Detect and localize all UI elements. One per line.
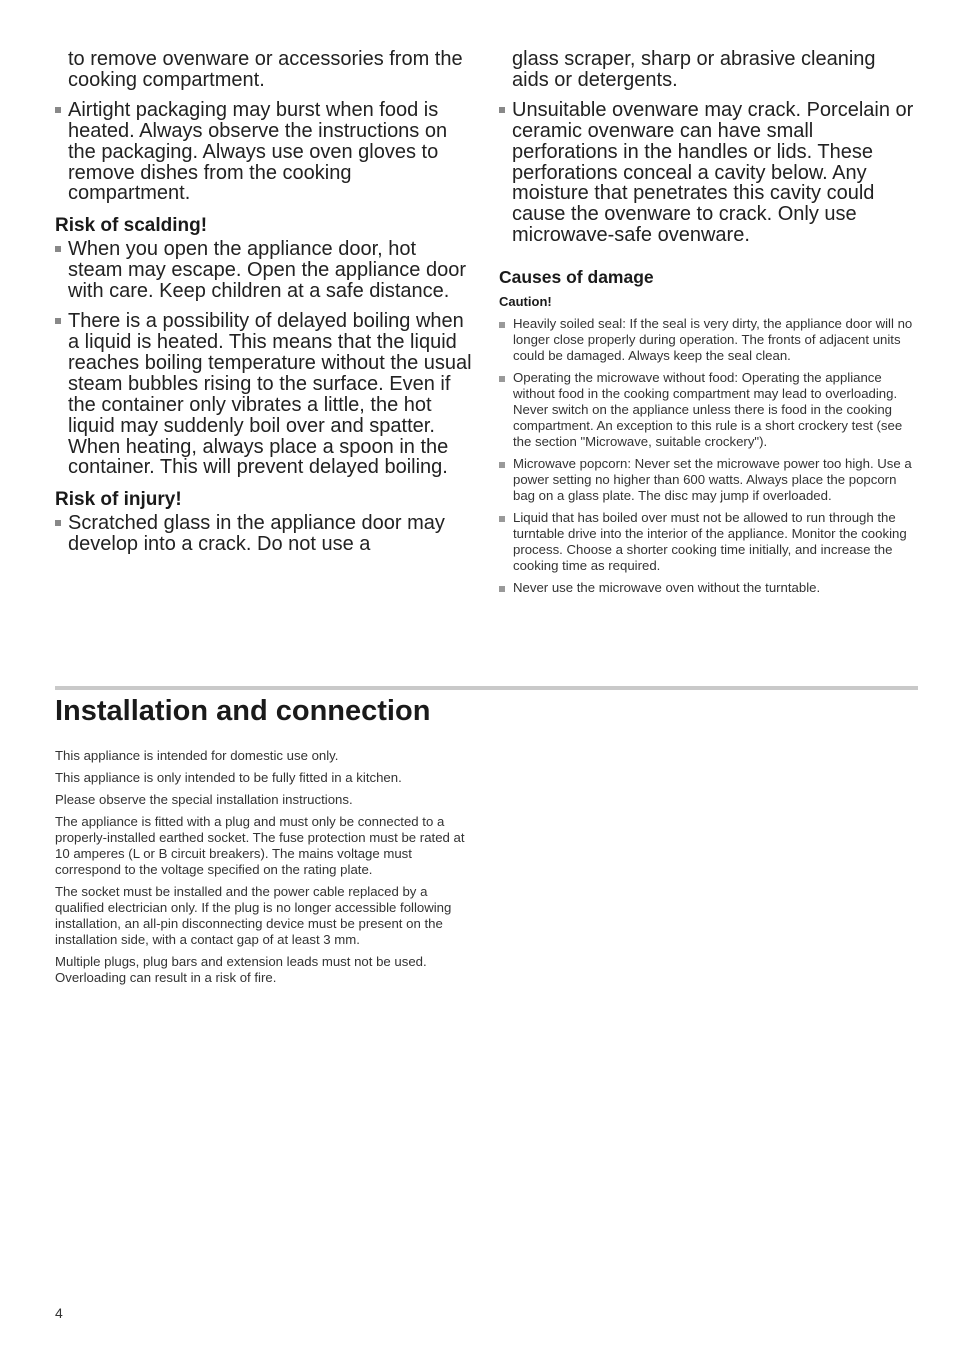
paragraph: Please observe the special installation instructions. <box>55 792 353 807</box>
bullet-list <box>499 100 917 246</box>
list-item: Unsuitable ovenware may crack. Porcelain or ceramic ovenware can have small perforations in the handles or lids. These perforations conceal a cavity below. Any moisture that penetrates this cavity could cause the ovenware to crack. Only use microwave-safe ovenware. <box>499 100 917 246</box>
risk-of-injury-heading: Risk of injury! <box>55 489 182 511</box>
list-item: Microwave popcorn: Never set the microwave power too high. Use a power setting no higher than 600 watts. Always place the popcorn bag on a glass plate. The disc may jump if overloaded. <box>499 456 917 504</box>
paragraph: The appliance is fitted with a plug and must only be connected to a properly-installed earthed socket. The fuse protection must be rated at 10 amperes (L or B circuit breakers). The mains voltage must correspond to the voltage specified on the rating plate. <box>55 814 465 877</box>
list-item: Never use the microwave oven without the turntable. <box>499 580 917 596</box>
paragraph: Multiple plugs, plug bars and extension leads must not be used. Overloading can result in a risk of fire. <box>55 954 427 985</box>
caution-label: Caution! <box>499 294 552 310</box>
damage-bullet-list <box>499 316 917 596</box>
continued-text: to remove ovenware or accessories from the cooking compartment. <box>68 48 463 91</box>
paragraph: This appliance is intended for domestic use only. <box>55 748 339 763</box>
section-title: Installation and connection <box>55 695 431 727</box>
causes-of-damage-heading: Causes of damage <box>499 267 654 288</box>
bullet-list <box>55 100 473 205</box>
paragraph: This appliance is only intended to be fully fitted in a kitchen. <box>55 770 402 785</box>
right-column <box>499 49 917 596</box>
left-column <box>55 49 473 555</box>
list-item: When you open the appliance door, hot steam may escape. Open the appliance door with care. Keep children at a safe distance. <box>55 239 473 302</box>
list-item: Airtight packaging may burst when food is heated. Always observe the instructions on the packaging. Always use oven gloves to remove dishes from the cooking compartment. <box>55 100 473 205</box>
continued-text: glass scraper, sharp or abrasive cleaning aids or detergents. <box>512 48 876 91</box>
section-divider <box>55 686 918 690</box>
list-item: Scratched glass in the appliance door may develop into a crack. Do not use a <box>55 513 473 555</box>
list-item: There is a possibility of delayed boiling when a liquid is heated. This means that the liquid reaches boiling temperature without the usual steam bubbles rising to the surface. Even if the container only vibrates a little, the hot liquid may suddenly boil over and spatter. When heating, always place a spoon in the container. This will prevent delayed boiling. <box>55 311 473 478</box>
scalding-bullet-list <box>55 239 473 478</box>
injury-bullet-list <box>55 513 473 555</box>
list-item: Heavily soiled seal: If the seal is very dirty, the appliance door will no longer close properly during operation. The fronts of adjacent units could be damaged. Always keep the seal clean. <box>499 316 917 364</box>
list-item: Operating the microwave without food: Operating the appliance without food in the cooking compartment may lead to overloading. Never switch on the appliance unless there is food in the cooking compartment. An exception to this rule is a short crockery test (see the section "Microwave, suitable crockery"). <box>499 370 917 450</box>
paragraph: The socket must be installed and the power cable replaced by a qualified electrician only. If the plug is no longer accessible following installation, an all-pin disconnecting device must be present on the installation side, with a contact gap of at least 3 mm. <box>55 884 452 947</box>
list-item: Liquid that has boiled over must not be allowed to run through the turntable drive into the interior of the appliance. Monitor the cooking process. Choose a shorter cooking time initially, and increase the cooking time as required. <box>499 510 917 574</box>
installation-text <box>55 748 473 992</box>
page-number: 4 <box>55 1305 63 1321</box>
risk-of-scalding-heading: Risk of scalding! <box>55 215 208 237</box>
